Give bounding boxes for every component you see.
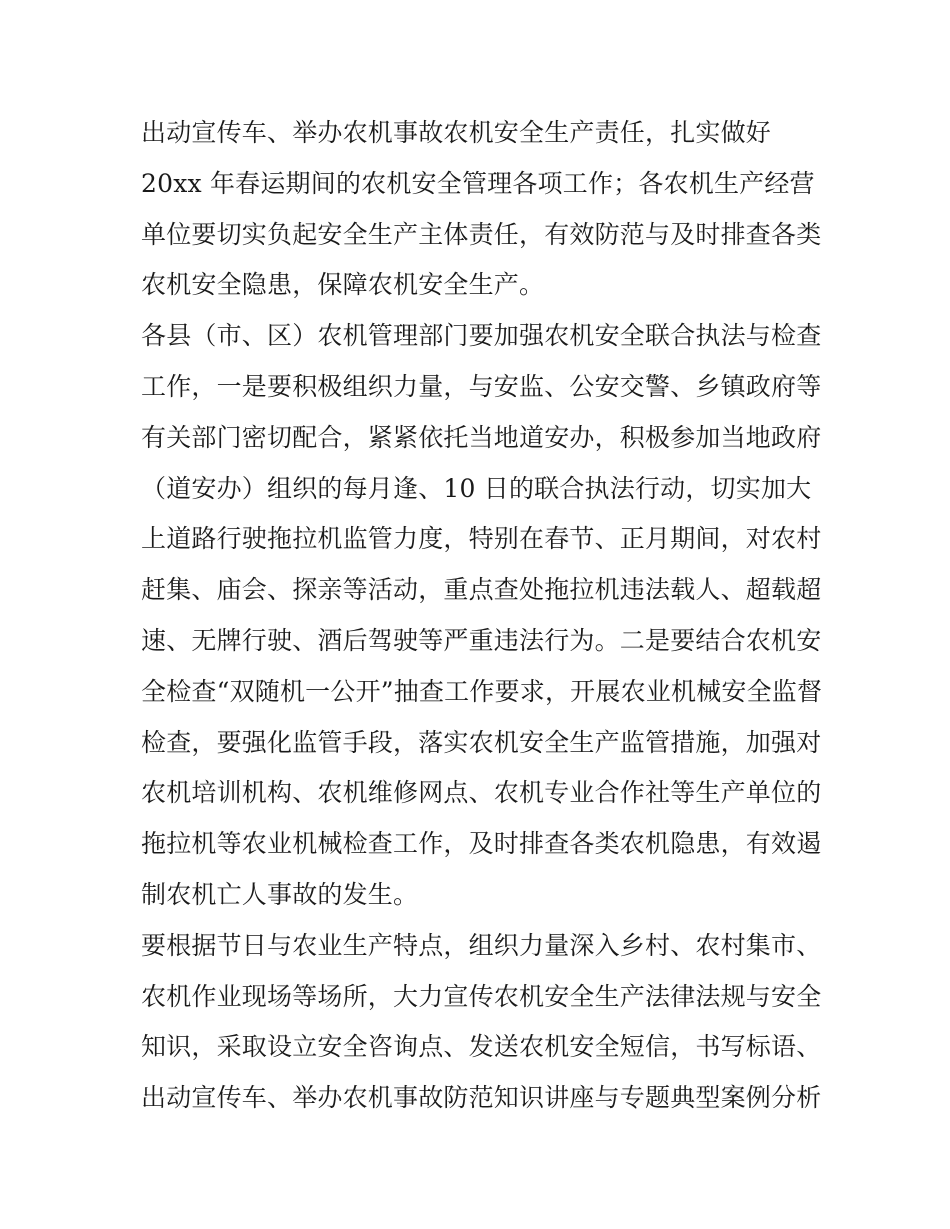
- document-body: [141, 108, 821, 1124]
- text-line: 知识，采取设立安全咨询点、发送农机安全短信，书写标语、: [141, 1032, 822, 1062]
- text-line: 检查，要强化监管手段，落实农机安全生产监管措施，加强对: [141, 727, 822, 757]
- text-line: 各县（市、区）农机管理部门要加强农机安全联合执法与检查: [141, 321, 822, 351]
- text-line: 速、无牌行驶、酒后驾驶等严重违法行为。二是要结合农机安: [141, 625, 822, 655]
- text-line: 制农机亡人事故的发生。: [141, 879, 419, 909]
- text-line: 农机培训机构、农机维修网点、农机专业合作社等生产单位的: [141, 778, 822, 808]
- text-line: 工作，一是要积极组织力量，与安监、公安交警、乡镇政府等: [141, 371, 822, 401]
- text-line: 全检查“双随机一公开”抽查工作要求，开展农业机械安全监督: [141, 676, 823, 706]
- text-line: 拖拉机等农业机械检查工作，及时排查各类农机隐患，有效遏: [141, 829, 822, 859]
- text-line: 要根据节日与农业生产特点，组织力量深入乡村、农村集市、: [141, 930, 822, 960]
- text-line: 上道路行驶拖拉机监管力度，特别在春节、正月期间，对农村: [141, 524, 822, 554]
- text-line: 有关部门密切配合，紧紧依托当地道安办，积极参加当地政府: [141, 422, 822, 452]
- text-line: 20xx 年春运期间的农机安全管理各项工作；各农机生产经营: [141, 168, 815, 198]
- text-line: 单位要切实负起安全生产主体责任，有效防范与及时排查各类: [141, 219, 822, 249]
- text-line: 赶集、庙会、探亲等活动，重点查处拖拉机违法载人、超载超: [141, 575, 822, 605]
- text-line: 出动宣传车、举办农机事故农机安全生产责任，扎实做好: [141, 118, 772, 147]
- text-line: 出动宣传车、举办农机事故防范知识讲座与专题典型案例分析: [141, 1083, 822, 1113]
- text-line: 农机安全隐患，保障农机安全生产。: [141, 270, 545, 300]
- text-line: 农机作业现场等场所，大力宣传农机安全生产法律法规与安全: [141, 981, 822, 1011]
- text-line: （道安办）组织的每月逢、10 日的联合执法行动，切实加大: [141, 473, 812, 503]
